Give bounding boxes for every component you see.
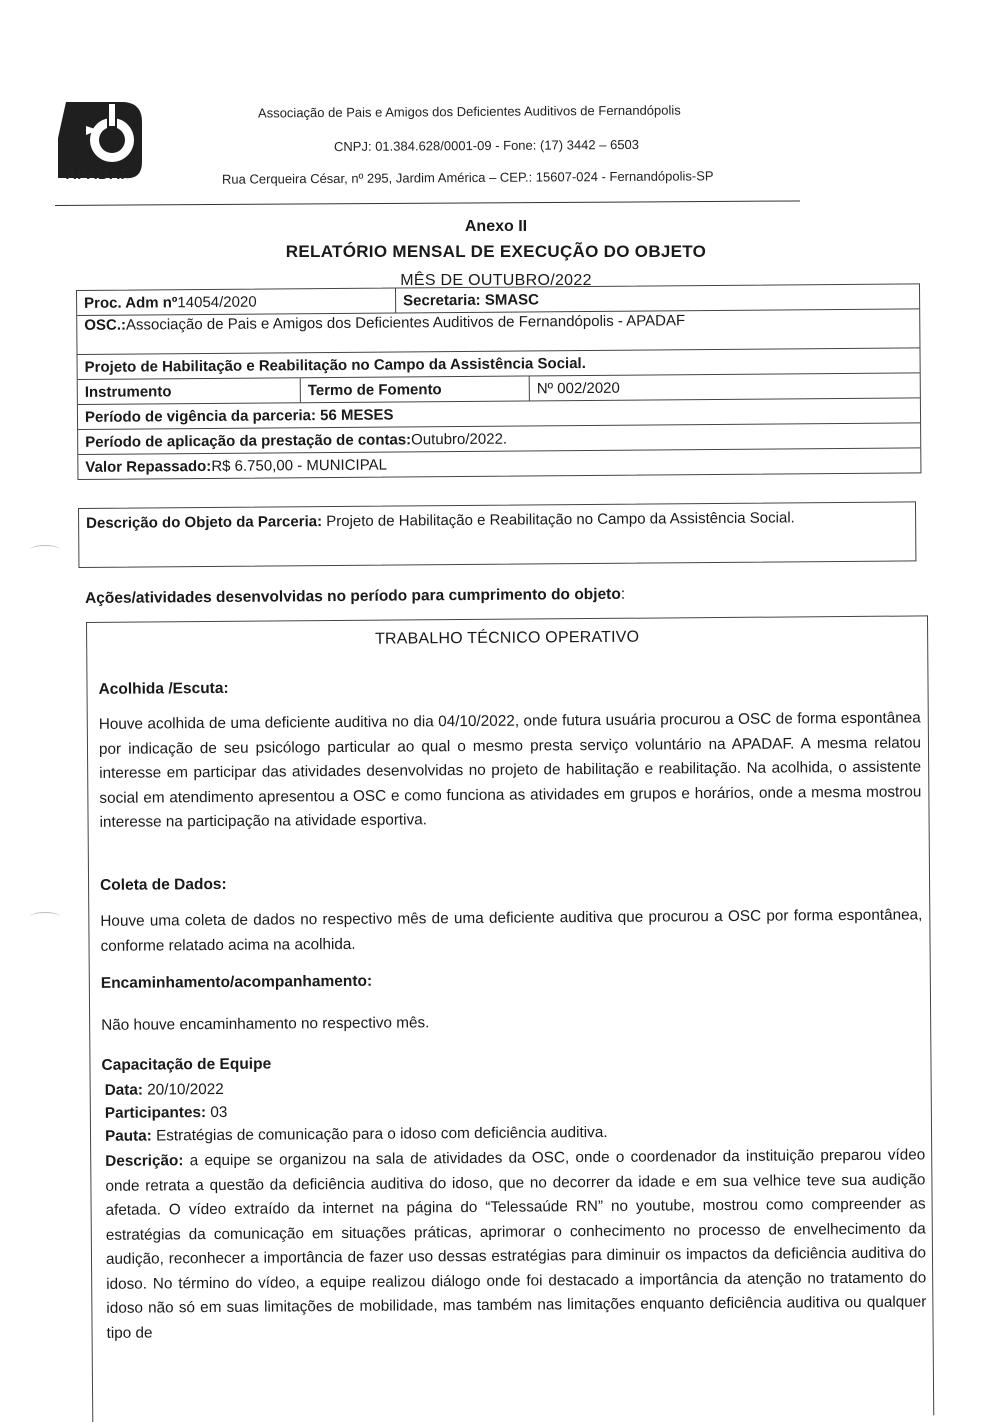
- report-month: MÊS DE OUTUBRO/2022: [400, 272, 592, 289]
- aplicacao-value: Outubro/2022.: [411, 430, 508, 448]
- descricao-label: Descrição:: [105, 1152, 184, 1170]
- row-osc: [77, 308, 919, 354]
- osc-value: Associação de Pais e Amigos dos Deficientes Auditivos de Fernandópolis - APADAF: [125, 312, 686, 334]
- capacitacao-description: [105, 1143, 927, 1345]
- valor-value: R$ 6.750,00 - MUNICIPAL: [211, 456, 387, 475]
- vigencia: Período de vigência da parceria: 56 MESES: [84, 406, 394, 426]
- margin-mark: [30, 545, 60, 554]
- actions-heading-colon: :: [620, 585, 626, 603]
- capacitacao-agenda: [105, 1124, 608, 1146]
- instrumento-type: Termo de Fomento: [300, 376, 529, 402]
- coleta-heading: Coleta de Dados:: [100, 875, 227, 894]
- capacitacao-heading: Capacitação de Equipe: [101, 1055, 272, 1074]
- pauta-value: Estratégias de comunicação para o idoso com deficiência auditiva.: [151, 1123, 608, 1145]
- technical-title: TRABALHO TÉCNICO OPERATIVO: [374, 628, 640, 648]
- technical-work-box: [86, 615, 934, 1422]
- description-text: Projeto de Habilitação e Reabilitação no Campo da Assistência Social.: [321, 509, 795, 531]
- annex-label: Anexo II: [464, 218, 528, 235]
- instrumento-label: Instrumento: [84, 382, 172, 401]
- osc-label: OSC.:: [84, 316, 127, 334]
- descricao-value: a equipe se organizou na sala de atividades da OSC, onde o coordenador da instituição preparou vídeo onde retrata a questão da deficiência auditiva do idoso, que no decorrer da idade e em sua velhice teve sua audição afetada. O vídeo extraído da internet na página do “Telessaúde RN” no youtube, mostrou como compreender as estratégias da comunicação em situações práticas, aprimorar o conhecimento no processo de envelhecimento da audição, reconhecer a importância de fazer uso dessas estratégias para diminuir os impactos da deficiência auditiva do idoso. No término do vídeo, a equipe realizou diálogo onde foi destacado a importância da atenção no tratamento do idoso não só em suas limitações de mobilidade, mas também nas limitações enquanto deficiência auditiva ou qualquer tipo de: [105, 1146, 927, 1342]
- aplicacao-cell: [78, 427, 514, 454]
- proc-value: 14054/2020: [177, 293, 257, 311]
- logo-text: APADAF: [65, 166, 131, 183]
- proc-label: Proc. Adm nº: [84, 293, 178, 312]
- aplicacao-label: Período de aplicação da prestação de contas:: [85, 430, 412, 451]
- association-name: Associação de Pais e Amigos dos Deficientes Auditivos de Fernandópolis: [257, 102, 681, 121]
- actions-heading: [85, 586, 625, 608]
- object-description: [78, 501, 916, 568]
- proc-cell: [77, 288, 395, 314]
- encaminhamento-heading: Encaminhamento/acompanhamento:: [100, 972, 373, 992]
- instrumento-number: Nº 002/2020: [529, 376, 627, 401]
- capacitacao-participants: [105, 1104, 228, 1123]
- data-label: Data:: [104, 1081, 143, 1099]
- participantes-label: Participantes:: [104, 1104, 207, 1122]
- actions-heading-text: Ações/atividades desenvolvidas no período para cumprimento do objeto: [85, 585, 621, 607]
- valor-label: Valor Repassado:: [85, 457, 212, 476]
- acolhida-text: Houve acolhida de uma deficiente auditiva no dia 04/10/2022, onde futura usuária procurou a OSC de forma espontânea por indicação de seu psicólogo particular ao qual o mesmo presta serviço voluntário na APADAF. A mesma relatou interesse em participar das atividades desenvolvidas no projeto de habilitação e reabilitação. Na acolhida, o assistente social em atendimento apresentou a OSC e como funciona as atividades em grupos e horários, onde a mesma mostrou interesse na participação na atividade esportiva.: [98, 709, 922, 831]
- cnpj-phone: CNPJ: 01.384.628/0001-09 - Fone: (17) 3442 – 6503: [333, 136, 640, 155]
- pauta-label: Pauta:: [104, 1127, 152, 1145]
- encaminhamento-text: Não houve encaminhamento no respectivo mês.: [101, 1014, 430, 1034]
- header-divider: [55, 200, 800, 206]
- participantes-value: 03: [205, 1103, 228, 1122]
- acolhida-heading: Acolhida /Escuta:: [98, 679, 229, 698]
- margin-mark: [30, 912, 60, 921]
- secretaria: Secretaria: SMASC: [395, 287, 546, 312]
- info-table: [76, 283, 921, 480]
- valor-cell: [78, 453, 394, 479]
- report-title: RELATÓRIO MENSAL DE EXECUÇÃO DO OBJETO: [285, 242, 707, 261]
- capacitacao-date: [105, 1081, 224, 1100]
- description-label: Descrição do Objeto da Parceria:: [86, 513, 323, 532]
- project-name: Projeto de Habilitação e Reabilitação no Campo da Assistência Social.: [84, 354, 586, 376]
- osc-cell: [77, 310, 692, 355]
- address: Rua Cerqueira César, nº 295, Jardim América – CEP.: 15607-024 - Fernandópolis-SP: [221, 168, 714, 187]
- data-value: 20/10/2022: [142, 1080, 224, 1099]
- coleta-text: Houve uma coleta de dados no respectivo mês de uma deficiente auditiva que procurou a OSC por forma espontânea, conforme relatado acima na acolhida.: [100, 906, 923, 955]
